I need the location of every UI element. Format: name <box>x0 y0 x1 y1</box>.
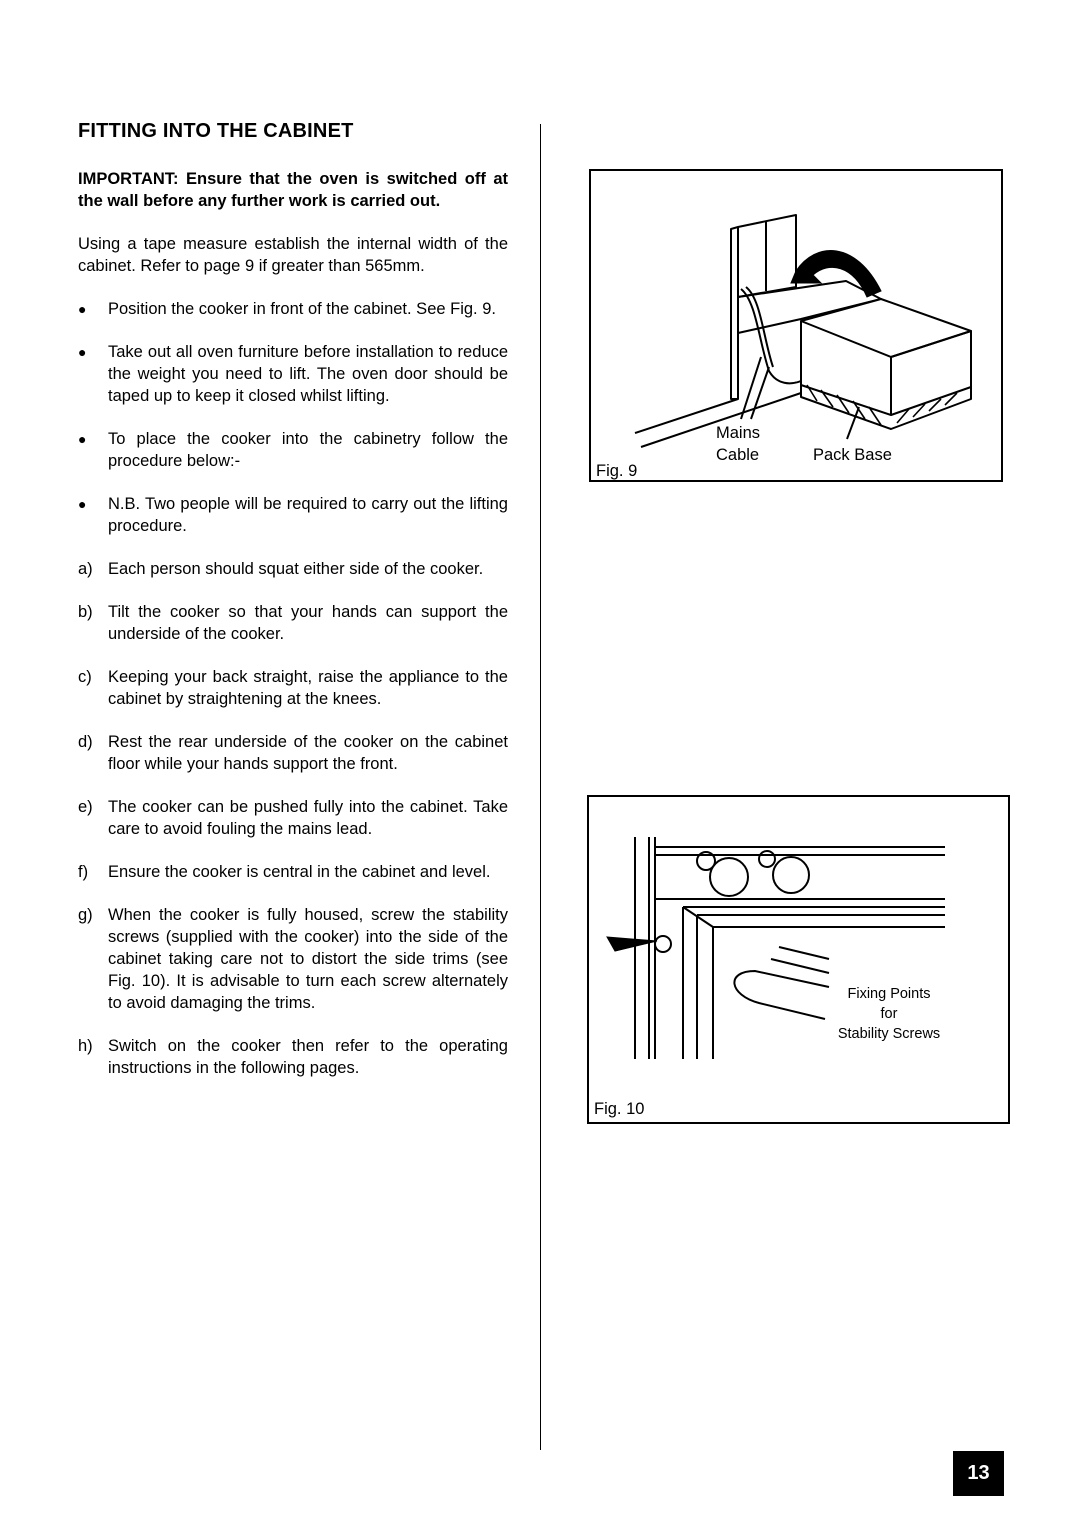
step-item <box>78 861 508 883</box>
bullet-dot-icon: ● <box>78 344 87 360</box>
label-mains: Mains <box>716 424 761 442</box>
bullet-text: Take out all oven furniture before installation to reduce the weight you need to lift. The oven door should be taped up to keep it closed whilst lifting. <box>108 343 508 405</box>
stability-screws-illustration <box>589 797 1008 1122</box>
step-text: Switch on the cooker then refer to the operating instructions in the following pages. <box>108 1037 508 1077</box>
figure-9 <box>589 169 1003 482</box>
bullet-dot-icon: ● <box>78 496 87 512</box>
step-item <box>78 796 508 840</box>
step-item <box>78 558 508 580</box>
step-letter: c) <box>78 668 92 686</box>
bullet-dot-icon: ● <box>78 431 87 447</box>
step-letter: d) <box>78 733 93 751</box>
cabinet-cooker-illustration <box>591 171 1001 480</box>
figure-9-caption: Fig. 9 <box>596 462 638 480</box>
label-stability-screws: Stability Screws <box>837 1026 941 1042</box>
step-item <box>78 601 508 645</box>
step-text: Rest the rear underside of the cooker on the cabinet floor while your hands support the front. <box>108 733 508 773</box>
step-letter: f) <box>78 863 89 881</box>
figure-10 <box>587 795 1010 1124</box>
section-heading: FITTING INTO THE CABINET <box>78 120 354 142</box>
step-letter: e) <box>78 798 93 816</box>
figure-10-caption: Fig. 10 <box>594 1100 645 1118</box>
label-cable: Cable <box>716 446 760 464</box>
intro-paragraph: Using a tape measure establish the internal width of the cabinet. Refer to page 9 if greater than 565mm. <box>78 235 508 275</box>
step-letter: g) <box>78 906 93 924</box>
label-for: for <box>880 1006 898 1022</box>
step-item <box>78 1035 508 1079</box>
instructions-column <box>78 168 508 1100</box>
bullet-item <box>78 341 508 407</box>
label-fixing-points: Fixing Points <box>847 986 931 1002</box>
step-text: The cooker can be pushed fully into the cabinet. Take care to avoid fouling the mains lead. <box>108 798 508 838</box>
step-text: Tilt the cooker so that your hands can support the underside of the cooker. <box>108 603 508 643</box>
important-notice: IMPORTANT: Ensure that the oven is switched off at the wall before any further work is carried out. <box>78 170 508 210</box>
bullet-text: N.B. Two people will be required to carry out the lifting procedure. <box>108 495 508 535</box>
bullet-item <box>78 428 508 472</box>
step-item <box>78 904 508 1014</box>
bullet-text: Position the cooker in front of the cabinet. See Fig. 9. <box>108 300 496 318</box>
step-letter: h) <box>78 1037 93 1055</box>
step-text: Ensure the cooker is central in the cabinet and level. <box>108 863 491 881</box>
bullet-text: To place the cooker into the cabinetry follow the procedure below:- <box>108 430 508 470</box>
bullet-item <box>78 493 508 537</box>
label-pack-base: Pack Base <box>813 446 892 464</box>
column-divider <box>540 124 541 1450</box>
bullet-item <box>78 298 508 320</box>
bullet-dot-icon: ● <box>78 301 87 317</box>
step-text: Each person should squat either side of the cooker. <box>108 560 484 578</box>
step-letter: b) <box>78 603 93 621</box>
step-letter: a) <box>78 560 93 578</box>
step-text: Keeping your back straight, raise the appliance to the cabinet by straightening at the knees. <box>108 668 508 708</box>
page-number-badge: 13 <box>953 1451 1004 1496</box>
step-item <box>78 666 508 710</box>
step-item <box>78 731 508 775</box>
step-text: When the cooker is fully housed, screw the stability screws (supplied with the cooker) into the side of the cabinet taking care not to distort the side trims (see Fig. 10). It is advisable to turn each screw alternately to avoid damaging the trims. <box>108 906 508 1012</box>
